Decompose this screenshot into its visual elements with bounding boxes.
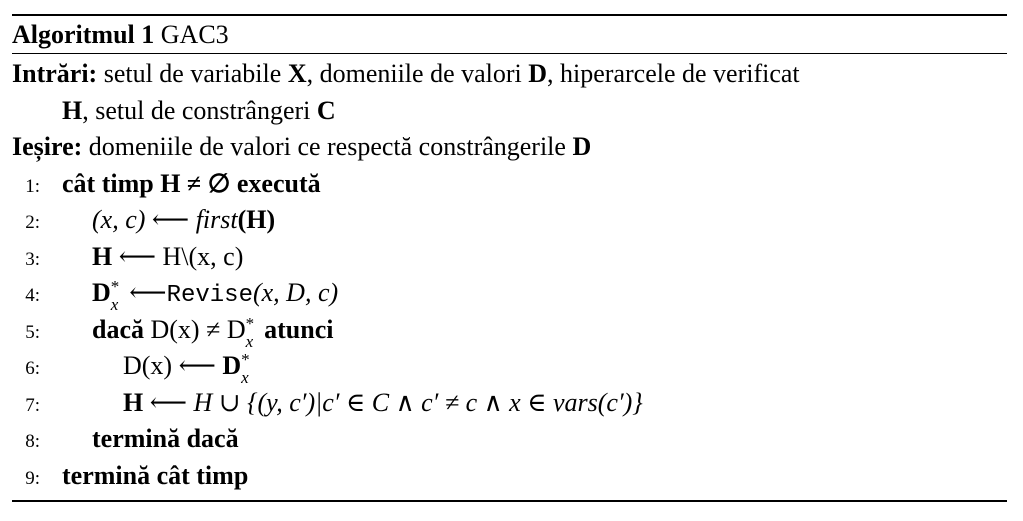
- assign-arrow: ⟵: [149, 387, 188, 417]
- inputs-line-continued: [12, 93, 1007, 130]
- assign-lhs: (x, c): [92, 205, 146, 234]
- output-line: [12, 129, 1007, 166]
- keyword-end-while: termină cât timp: [62, 460, 249, 490]
- line-code: [92, 421, 239, 458]
- algorithm-box: [12, 14, 1007, 502]
- algorithm-line-1: [12, 166, 1007, 203]
- algorithm-line-6: [12, 348, 1007, 385]
- inputs-label: Intrări:: [12, 59, 98, 88]
- keyword-end-if: termină dacă: [92, 424, 239, 453]
- line-code: [92, 275, 338, 315]
- assign-lhs: D(x): [123, 351, 173, 380]
- algorithm-line-8: [12, 421, 1007, 458]
- inputs-line: [12, 56, 1007, 93]
- line-number: 4:: [25, 285, 40, 306]
- algorithm-line-4: [12, 275, 1007, 312]
- line-number: 9:: [25, 467, 40, 489]
- algorithm-line-3: [12, 239, 1007, 276]
- assign-arrow: ⟵: [178, 351, 216, 380]
- assign-lhs: H: [92, 241, 113, 271]
- function-revise: Revise: [166, 282, 253, 309]
- algorithm-label: Algoritmul 1: [12, 20, 155, 49]
- line-code: [123, 348, 253, 385]
- while-condition: H ≠ ∅: [160, 168, 231, 198]
- super-sub: * x: [241, 350, 250, 387]
- line-number: 7:: [25, 394, 40, 416]
- algorithm-line-2: [12, 202, 1007, 239]
- if-condition: D(x) ≠ D: [150, 314, 246, 344]
- keyword-if: dacă: [92, 314, 144, 344]
- inputs-var-h: H: [62, 95, 83, 125]
- function-first: first: [195, 205, 238, 234]
- line-code: [92, 202, 275, 239]
- algorithm-line-9: [12, 458, 1007, 495]
- line-code: [62, 166, 321, 203]
- line-code: [92, 239, 243, 276]
- inputs-text-2: , domeniile de valori: [306, 59, 522, 88]
- algorithm-caption: [12, 16, 1007, 53]
- inputs-var-c: C: [316, 95, 336, 125]
- super-sub: * x: [245, 313, 255, 351]
- line-number: 1:: [25, 175, 40, 197]
- function-arg: (x, D, c): [252, 278, 339, 307]
- inputs-text-3: , hiperarcele de verificat: [547, 59, 800, 88]
- inputs-var-x: X: [287, 59, 307, 88]
- line-code: [62, 458, 248, 495]
- keyword-while: cât timp: [62, 168, 154, 198]
- bottom-rule: [12, 500, 1007, 502]
- algorithm-name: GAC3: [160, 20, 229, 49]
- algorithm-line-5: [12, 312, 1007, 349]
- assign-rhs: H ∪ {(y, c′)|c′ ∈ C ∧ c′ ≠ c ∧ x ∈ vars(c′)}: [193, 387, 643, 417]
- assign-lhs: H: [123, 387, 144, 417]
- keyword-then: atunci: [264, 314, 334, 344]
- line-number: 6:: [25, 358, 40, 379]
- line-number: 8:: [25, 431, 40, 452]
- super-sub: * x: [110, 277, 120, 314]
- assign-rhs: D: [222, 351, 242, 380]
- inputs-var-d: D: [528, 59, 548, 88]
- assign-rhs: H\(x, c): [162, 241, 244, 271]
- output-var-d: D: [572, 132, 592, 161]
- inputs-text-1: setul de variabile: [103, 59, 282, 88]
- assign-arrow: ⟵: [129, 278, 167, 307]
- inputs-text-4: , setul de constrângeri: [82, 95, 311, 125]
- output-text: domeniile de valori ce respectă constrângerile: [88, 132, 566, 161]
- function-arg: (H): [237, 205, 276, 234]
- output-label: Ieșire:: [12, 132, 83, 161]
- line-number: 2:: [25, 212, 40, 233]
- keyword-do: execută: [236, 168, 321, 198]
- assign-arrow: ⟵: [151, 205, 190, 234]
- assign-lhs: D: [92, 278, 111, 307]
- line-code: [92, 312, 333, 349]
- algorithm-line-7: [12, 385, 1007, 422]
- algorithm-body: [12, 54, 1007, 494]
- line-number: 5:: [25, 321, 40, 343]
- line-number: 3:: [25, 248, 40, 270]
- assign-arrow: ⟵: [118, 241, 157, 271]
- line-code: [123, 385, 643, 422]
